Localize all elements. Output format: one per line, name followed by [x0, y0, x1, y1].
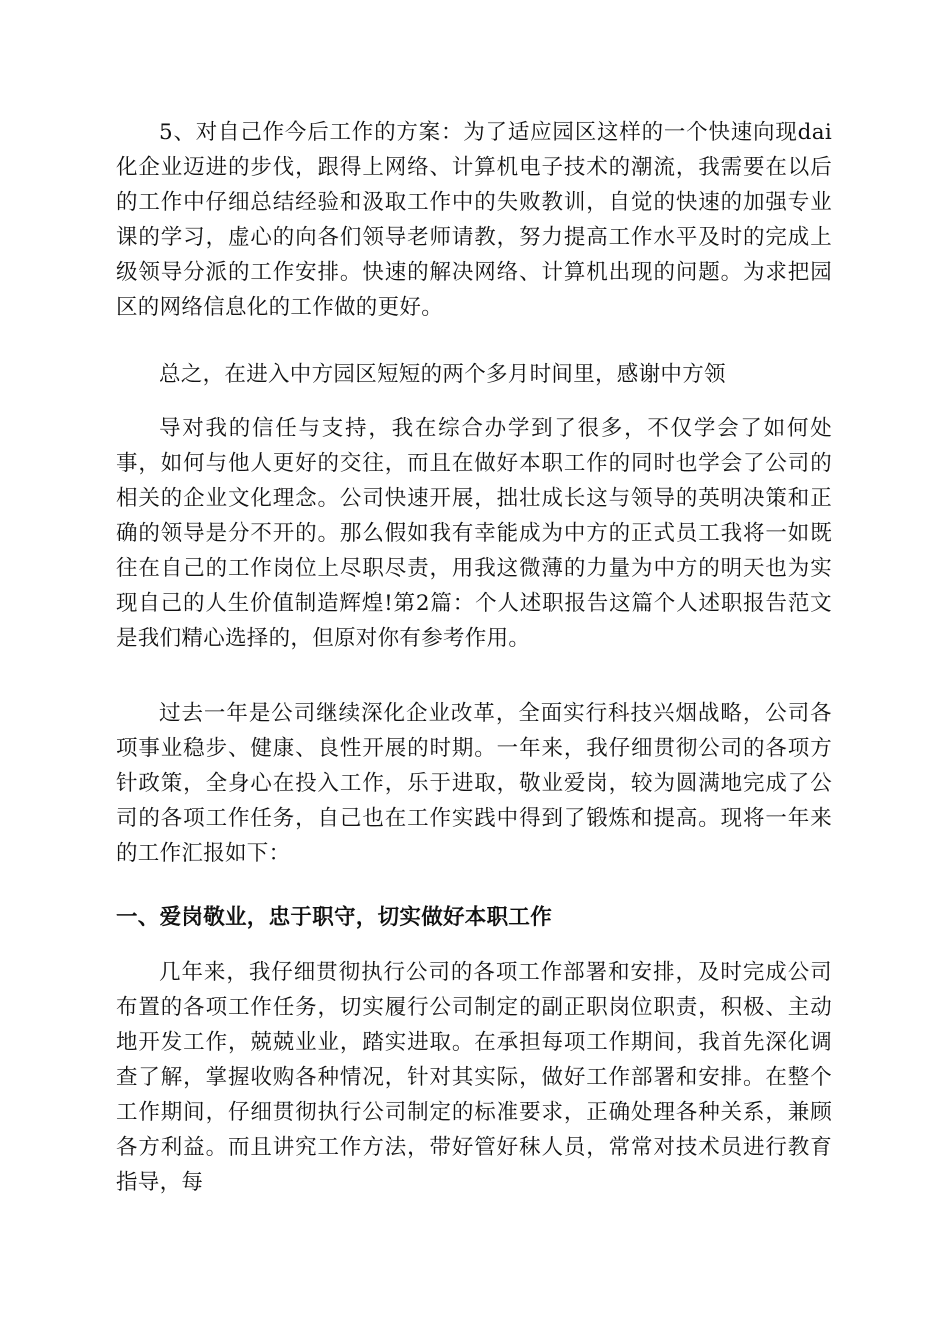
section-heading: 一、爱岗敬业，忠于职守，切实做好本职工作: [116, 905, 553, 930]
paragraph-conclusion-start: 总之，在进入中方园区短短的两个多月时间里，感谢中方领: [159, 362, 726, 387]
paragraph-year-review: 过去一年是公司继续深化企业改革，全面实行科技兴烟战略，公司各项事业稳步、健康、良性开展的时期。一年来，我仔细贯彻公司的各项方针政策，全身心在投入工作，乐于进取，敬业爱岗，较为圆满地完成了公司的各项工作任务，自己也在工作实践中得到了锻炼和提高。现将一年来的工作汇报如下：: [116, 701, 832, 866]
paragraph-section-body: 几年来，我仔细贯彻执行公司的各项工作部署和安排，及时完成公司布置的各项工作任务，切实履行公司制定的副正职岗位职责，积极、主动地开发工作，兢兢业业，踏实进取。在承担每项工作期间，我首先深化调查了解，掌握收购各种情况，针对其实际，做好工作部署和安排。在整个工作期间，仔细贯彻执行公司制定的标准要求，正确处理各种关系，兼顾各方利益。而且讲究工作方法，带好管好秣人员，常常对技术员进行教育指导，每: [116, 960, 832, 1195]
paragraph-work-plan: 5、对自己作今后工作的方案：为了适应园区这样的一个快速向现dai化企业迈进的步伐，跟得上网络、计算机电子技术的潮流，我需要在以后的工作中仔细总结经验和汲取工作中的失败教训，自觉的快速的加强专业课的学习，虚心的向各们领导老师请教，努力提高工作水平及时的完成上级领导分派的工作安排。快速的解决网络、计算机出现的问题。为求把园区的网络信息化的工作做的更好。: [116, 120, 832, 320]
paragraph-conclusion: 导对我的信任与支持，我在综合办学到了很多，不仅学会了如何处事，如何与他人更好的交往，而且在做好本职工作的同时也学会了公司的相关的企业文化理念。公司快速开展，拙壮成长这与领导的英明决策和正确的领导是分不开的。那么假如我有幸能成为中方的正式员工我将一如既往在自己的工作岗位上尽职尽责，用我这微薄的力量为中方的明天也为实现自己的人生价值制造辉煌!第2篇：个人述职报告这篇个人述职报告范文是我们精心选择的，但原对你有参考作用。: [116, 416, 832, 651]
